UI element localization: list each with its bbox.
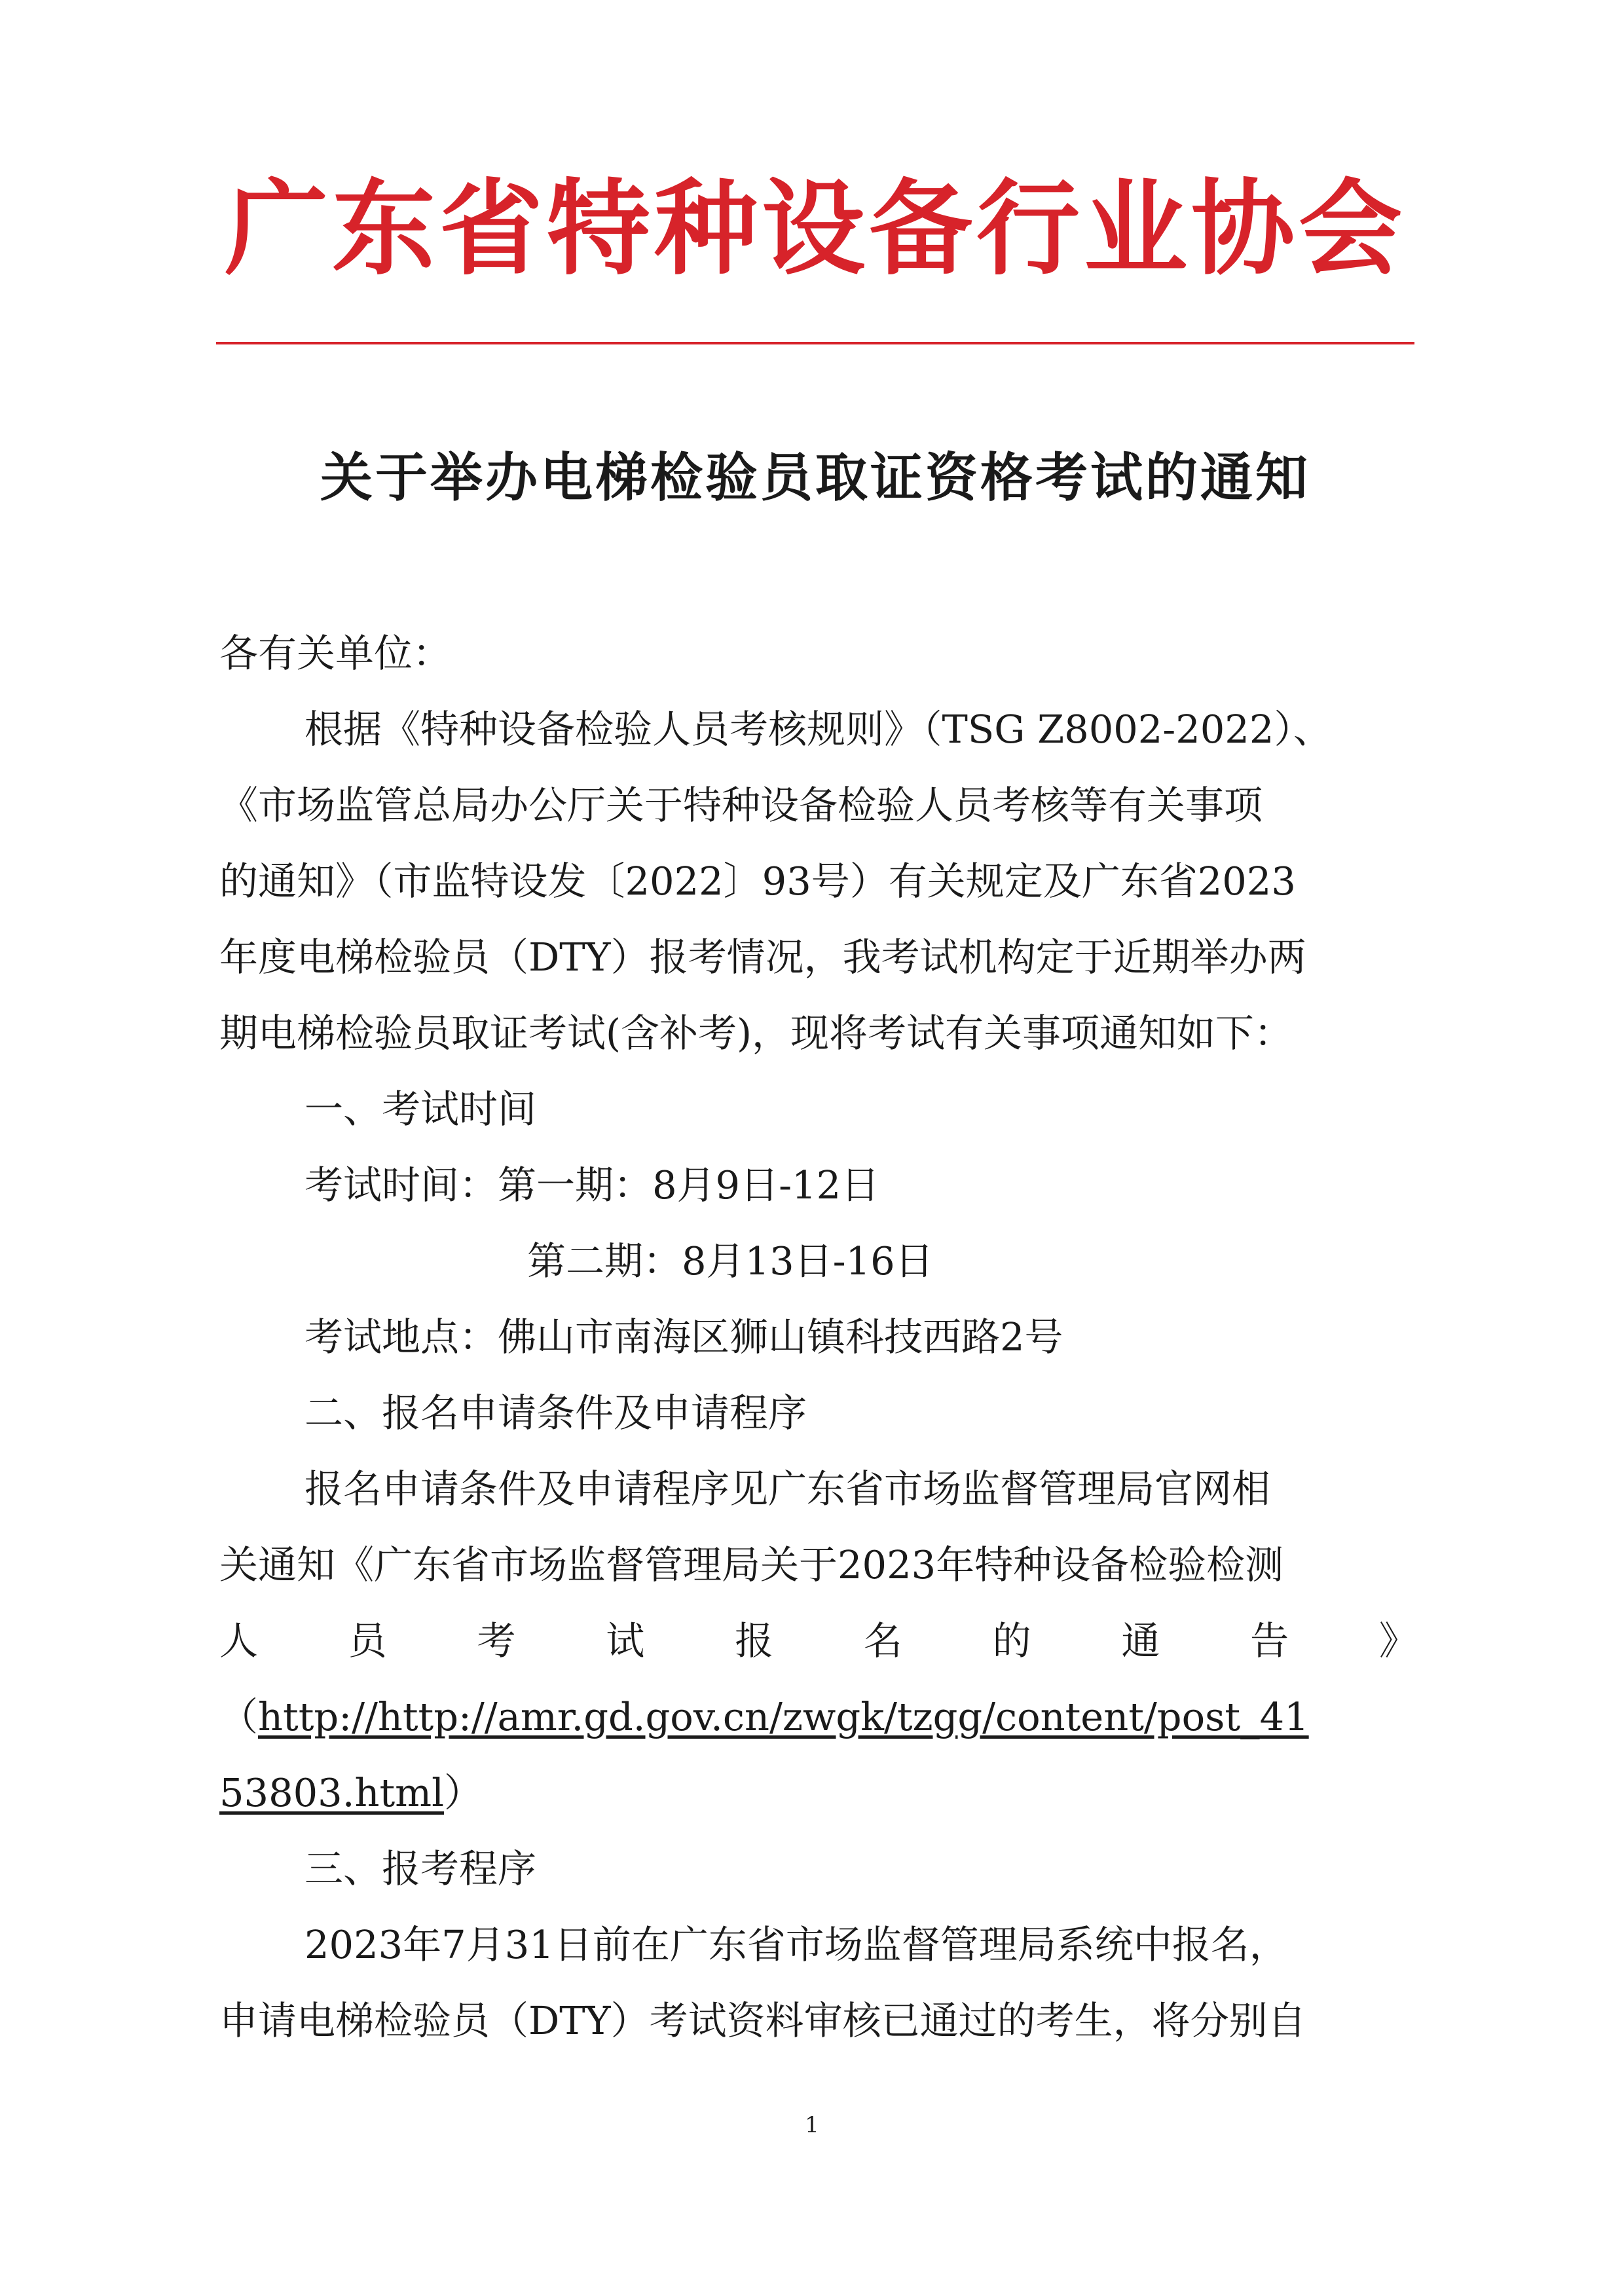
justified-char: 员 <box>348 1618 387 1663</box>
section-3-line-2: 申请电梯检验员（DTY）考试资料审核已通过的考生，将分别自 <box>219 1998 1306 2043</box>
justified-char: 告 <box>1250 1618 1289 1663</box>
justified-char: 》 <box>1378 1618 1418 1663</box>
section-3-line-1: 2023年7月31日前在广东省市场监督管理局系统中报名， <box>304 1922 1288 1967</box>
section-2-line-3 <box>219 1603 1418 1679</box>
section-3-heading: 三、报考程序 <box>304 1846 537 1891</box>
salutation: 各有关单位： <box>219 631 452 676</box>
paragraph-1-line-4: 年度电梯检验员（DTY）报考情况，我考试机构定于近期举办两 <box>219 935 1306 980</box>
justified-char: 的 <box>992 1618 1031 1663</box>
announcement-link-row <box>219 1679 1418 1755</box>
exam-location-label: 考试地点： <box>304 1314 498 1360</box>
organization-letterhead: 广东省特种设备行业协会 <box>225 169 1406 289</box>
paragraph-1-line-2: 《市场监管总局办公厅关于特种设备检验人员考核等有关事项 <box>219 783 1263 828</box>
exam-location: 佛山市南海区狮山镇科技西路2号 <box>498 1314 1063 1360</box>
justified-char: 考 <box>477 1618 516 1663</box>
announcement-link[interactable]: http://http://amr.gd.gov.cn/zwgk/tzgg/content/post_41 <box>258 1694 1309 1739</box>
section-1-heading: 一、考试时间 <box>304 1086 537 1132</box>
letterhead-divider <box>216 342 1414 344</box>
announcement-link-row-2 <box>219 1755 1418 1831</box>
paragraph-1-line-5: 期电梯检验员取证考试(含补考)，现将考试有关事项通知如下： <box>219 1010 1293 1056</box>
justified-char: 通 <box>1121 1618 1160 1663</box>
paragraph-1-line-1: 根据《特种设备检验人员考核规则》（TSG Z8002-2022）、 <box>304 707 1332 752</box>
justified-char: 名 <box>863 1618 902 1663</box>
section-2-line-1: 报名申请条件及申请程序见广东省市场监督管理局官网相 <box>304 1466 1271 1511</box>
justified-char: 报 <box>735 1618 774 1663</box>
section-2-heading: 二、报名申请条件及申请程序 <box>304 1390 807 1435</box>
justified-char: 人 <box>219 1618 259 1663</box>
section-2-line-2: 关通知《广东省市场监督管理局关于2023年特种设备检验检测 <box>219 1542 1284 1587</box>
exam-time-label: 考试时间： <box>304 1162 498 1208</box>
justified-char: 试 <box>606 1618 645 1663</box>
document-title: 关于举办电梯检验员取证资格考试的通知 <box>320 447 1310 508</box>
paragraph-1-line-3: 的通知》（市监特设发〔2022〕93号）有关规定及广东省2023 <box>219 859 1296 904</box>
exam-location-row <box>219 1299 1418 1375</box>
link-open-paren: （ <box>219 1694 259 1739</box>
link-close-paren: ） <box>443 1770 483 1815</box>
document-body <box>219 616 1418 2059</box>
exam-time-row <box>219 1147 1418 1223</box>
exam-phase-2: 第二期：8月13日-16日 <box>527 1238 934 1284</box>
page-number: 1 <box>805 2112 819 2138</box>
announcement-link-continued[interactable]: 53803.html <box>219 1770 444 1815</box>
exam-phase-1: 第一期：8月9日-12日 <box>498 1162 880 1208</box>
